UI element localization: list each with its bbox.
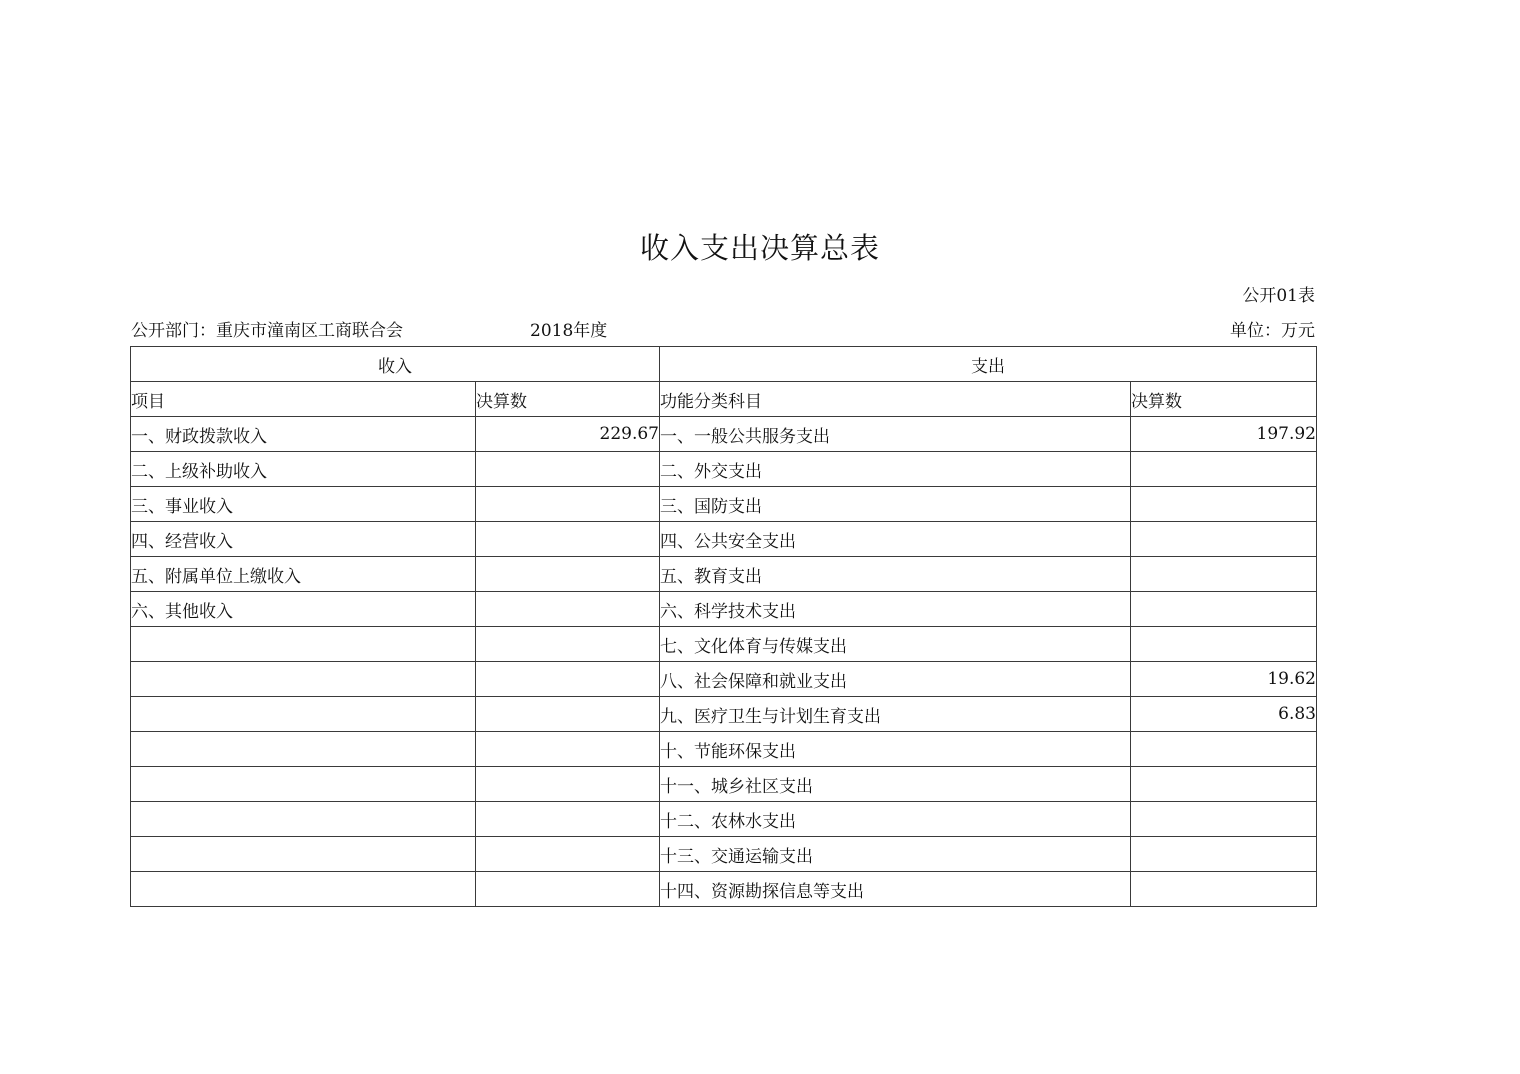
table-row [131, 697, 1317, 732]
expense-amount-cell [1131, 522, 1317, 557]
table-row [131, 662, 1317, 697]
income-item-cell [131, 732, 476, 767]
income-amount-cell [476, 487, 660, 522]
table-row [131, 452, 1317, 487]
expense-amount-cell [1131, 487, 1317, 522]
expense-amount-cell [1131, 557, 1317, 592]
income-amount-cell [476, 522, 660, 557]
table-row [131, 522, 1317, 557]
income-item-cell: 二、上级补助收入 [131, 452, 476, 487]
expense-section-header: 支出 [660, 347, 1317, 382]
expense-item-cell: 六、科学技术支出 [660, 592, 1131, 627]
page-title: 收入支出决算总表 [639, 231, 880, 265]
income-amount-cell [476, 627, 660, 662]
income-item-column-header: 项目 [131, 382, 476, 417]
income-amount-cell [476, 662, 660, 697]
expense-item-cell: 七、文化体育与传媒支出 [660, 627, 1131, 662]
income-amount-cell [476, 767, 660, 802]
income-item-cell [131, 662, 476, 697]
income-amount-cell [476, 872, 660, 907]
income-expense-table [130, 346, 1317, 907]
expense-amount-cell [1131, 627, 1317, 662]
expense-amount-cell [1131, 837, 1317, 872]
income-amount-cell [476, 837, 660, 872]
income-amount-cell [476, 452, 660, 487]
table-row [131, 557, 1317, 592]
income-amount-column-header: 决算数 [476, 382, 660, 417]
table-row [131, 732, 1317, 767]
income-item-cell: 三、事业收入 [131, 487, 476, 522]
expense-amount-cell: 6.83 [1131, 697, 1317, 732]
section-header-row [131, 347, 1317, 382]
income-section-header: 收入 [131, 347, 660, 382]
expense-amount-cell [1131, 732, 1317, 767]
expense-amount-cell [1131, 767, 1317, 802]
table-row [131, 802, 1317, 837]
expense-amount-cell: 197.92 [1131, 417, 1317, 452]
income-item-cell [131, 802, 476, 837]
expense-amount-cell [1131, 872, 1317, 907]
expense-item-cell: 三、国防支出 [660, 487, 1131, 522]
income-amount-cell [476, 557, 660, 592]
expense-item-cell: 十二、农林水支出 [660, 802, 1131, 837]
fiscal-year-label: 2018年度 [530, 321, 608, 341]
column-header-row [131, 382, 1317, 417]
income-item-cell: 一、财政拨款收入 [131, 417, 476, 452]
table-row [131, 417, 1317, 452]
income-item-cell [131, 837, 476, 872]
unit-label: 单位：万元 [1230, 321, 1315, 341]
income-amount-cell [476, 732, 660, 767]
expense-item-column-header: 功能分类科目 [660, 382, 1131, 417]
expense-amount-cell: 19.62 [1131, 662, 1317, 697]
expense-amount-cell [1131, 802, 1317, 837]
expense-item-cell: 十、节能环保支出 [660, 732, 1131, 767]
table-row [131, 627, 1317, 662]
income-item-cell [131, 627, 476, 662]
table-row [131, 837, 1317, 872]
income-amount-cell [476, 802, 660, 837]
income-amount-cell: 229.67 [476, 417, 660, 452]
income-amount-cell [476, 592, 660, 627]
table-row [131, 872, 1317, 907]
expense-item-cell: 二、外交支出 [660, 452, 1131, 487]
income-item-cell [131, 872, 476, 907]
expense-item-cell: 八、社会保障和就业支出 [660, 662, 1131, 697]
income-item-cell: 六、其他收入 [131, 592, 476, 627]
expense-item-cell: 九、医疗卫生与计划生育支出 [660, 697, 1131, 732]
expense-amount-cell [1131, 592, 1317, 627]
table-row [131, 592, 1317, 627]
expense-item-cell: 十一、城乡社区支出 [660, 767, 1131, 802]
income-item-cell [131, 767, 476, 802]
income-item-cell: 五、附属单位上缴收入 [131, 557, 476, 592]
income-amount-cell [476, 697, 660, 732]
income-item-cell [131, 697, 476, 732]
expense-item-cell: 四、公共安全支出 [660, 522, 1131, 557]
income-item-cell: 四、经营收入 [131, 522, 476, 557]
expense-amount-column-header: 决算数 [1131, 382, 1317, 417]
table-row [131, 767, 1317, 802]
expense-amount-cell [1131, 452, 1317, 487]
form-number: 公开01表 [1242, 286, 1315, 306]
expense-item-cell: 十三、交通运输支出 [660, 837, 1131, 872]
table-row [131, 487, 1317, 522]
expense-item-cell: 五、教育支出 [660, 557, 1131, 592]
expense-item-cell: 十四、资源勘探信息等支出 [660, 872, 1131, 907]
department-label: 公开部门：重庆市潼南区工商联合会 [131, 321, 403, 341]
expense-item-cell: 一、一般公共服务支出 [660, 417, 1131, 452]
report-meta [131, 316, 1315, 341]
